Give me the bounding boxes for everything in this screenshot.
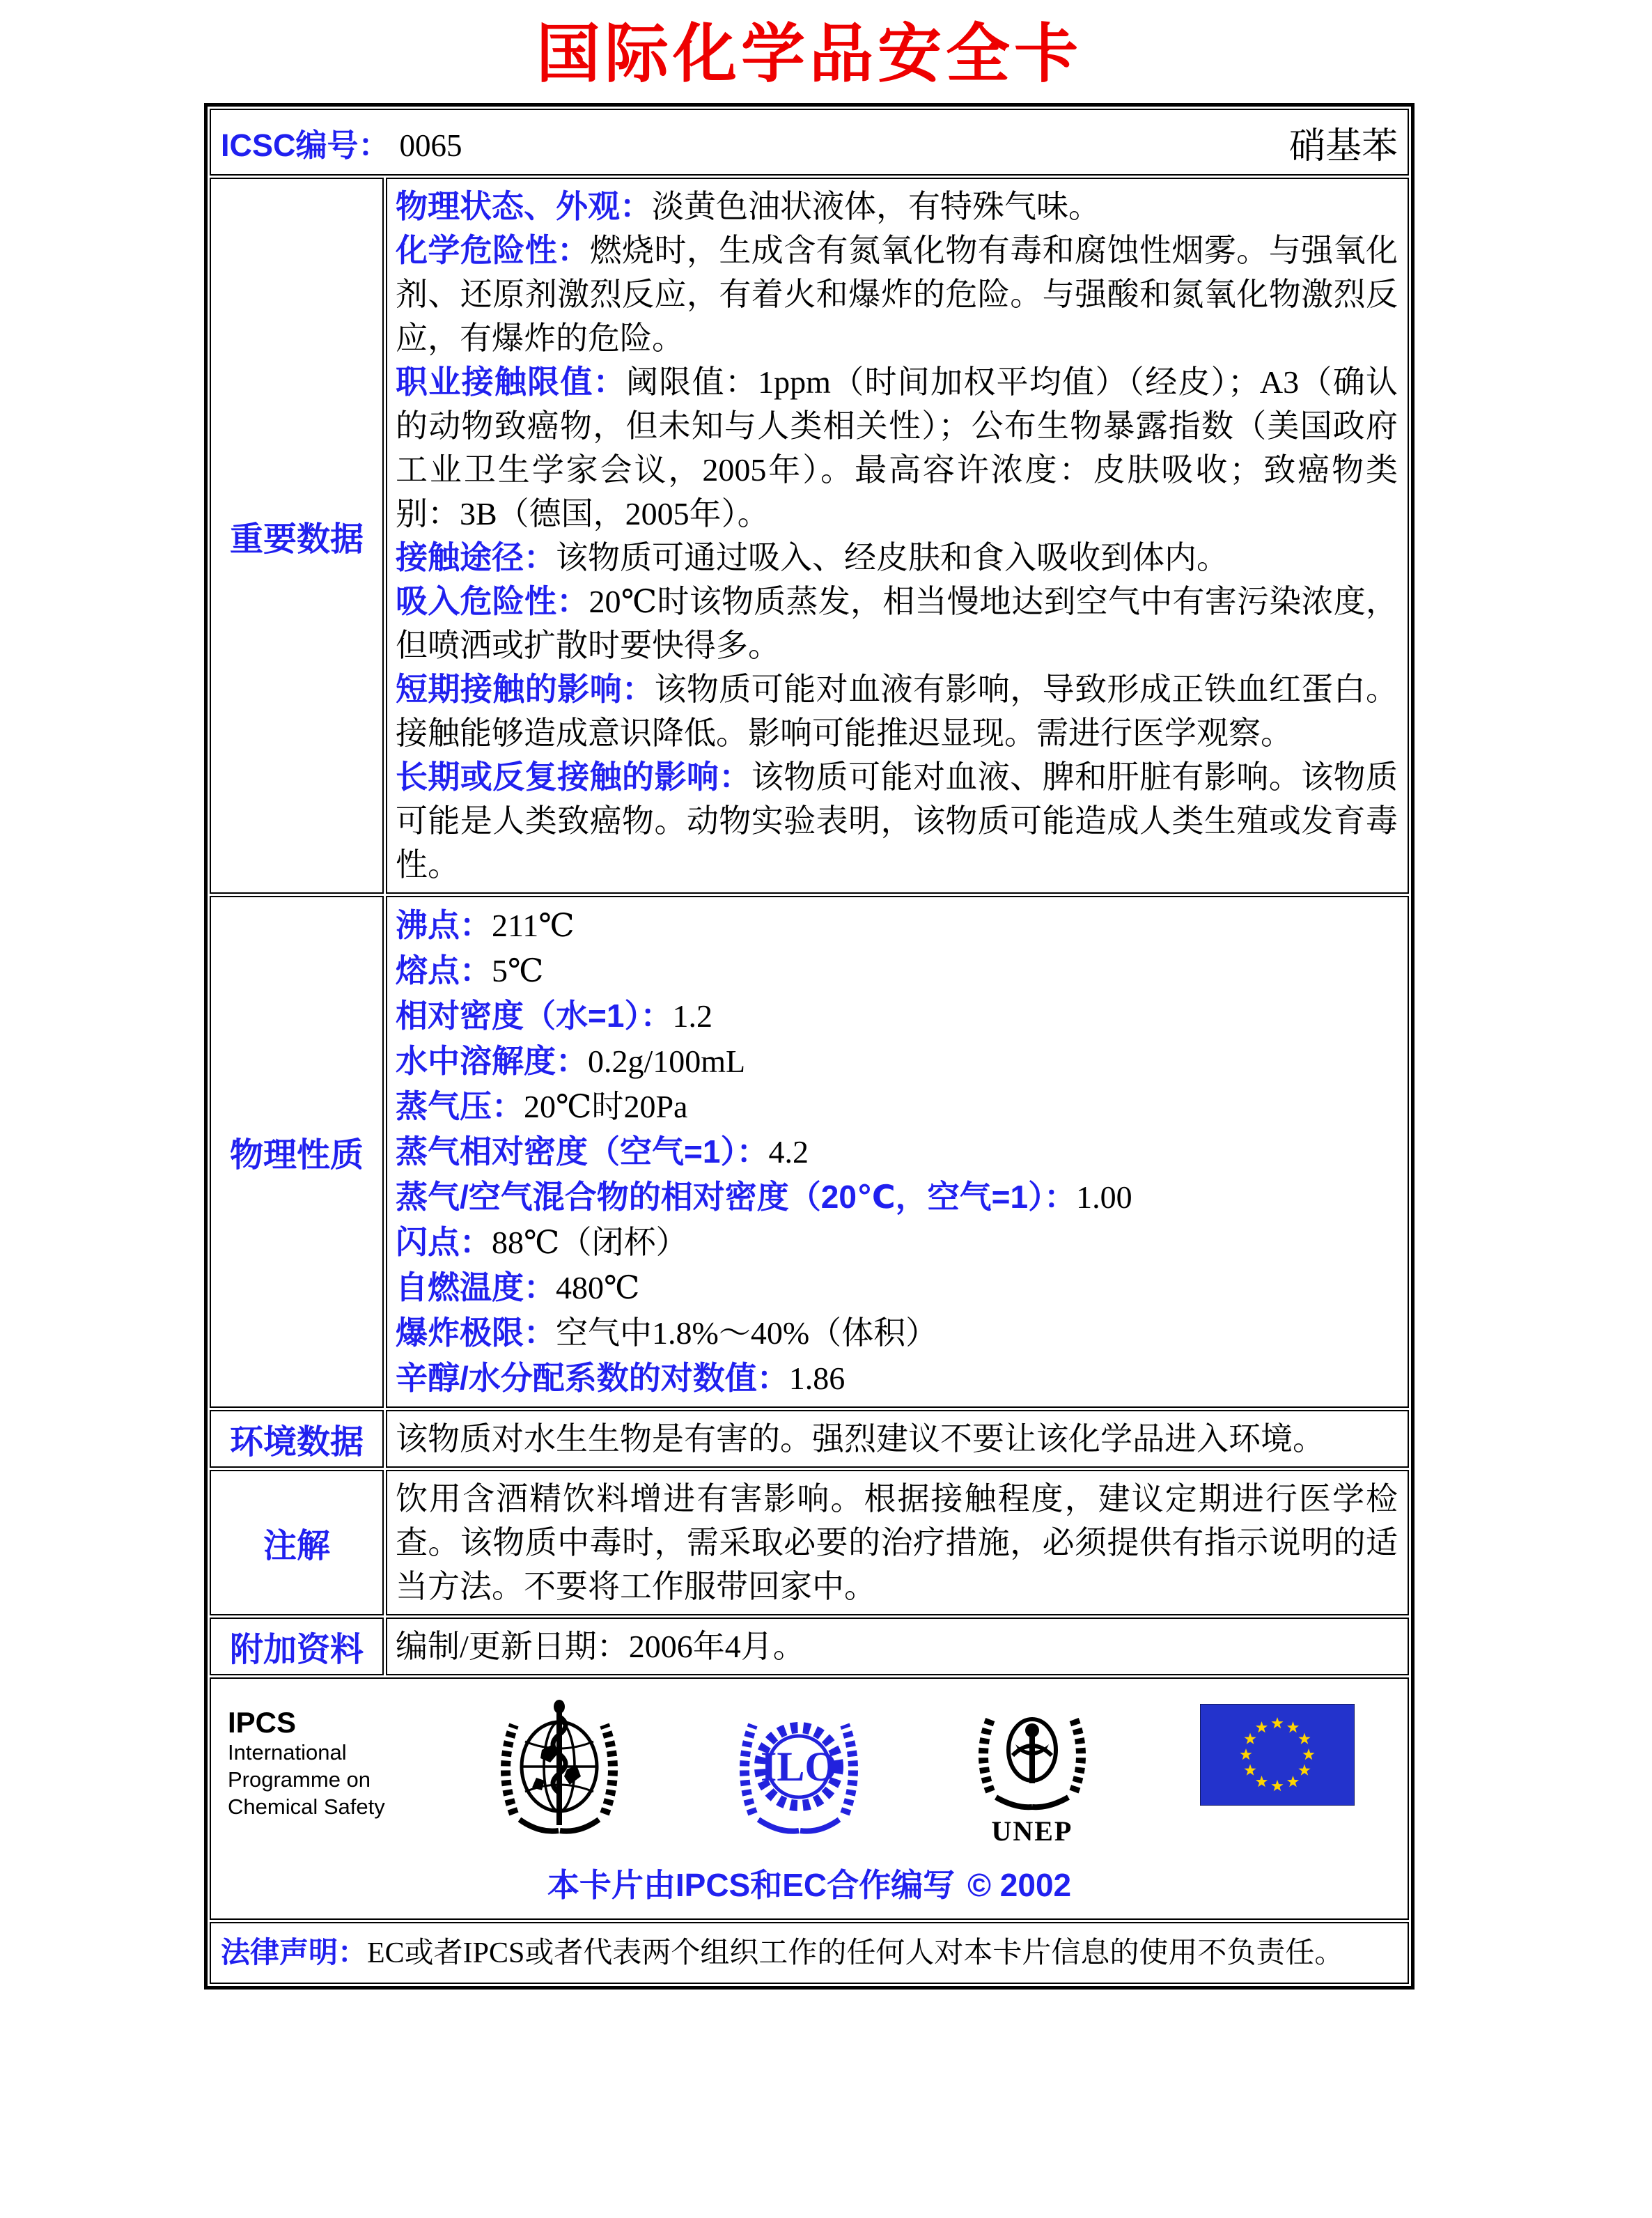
important-data-content — [386, 178, 1409, 894]
legal-cell — [210, 1922, 1409, 1984]
ipcs-subline-2: Programme on — [228, 1767, 371, 1792]
legal-text: EC或者IPCS或者代表两个组织工作的任何人对本卡片信息的使用不负责任。 — [367, 1937, 1344, 1969]
ipcs-subline-1: International — [228, 1740, 347, 1765]
field-octanol-water — [396, 1356, 1398, 1401]
field-value: 阈限值：1ppm（时间加权平均值）（经皮）；A3（确认的动物致癌物，但未知与人类相关性）；公布生物暴露指数（美国政府工业卫生学家会议，2005年）。最高容许浓度：皮肤吸收；致癌物类别：3B（德国，2005年）。 — [396, 364, 1398, 532]
chemical-name: 硝基苯 — [1288, 126, 1398, 166]
notes-text — [396, 1477, 1398, 1608]
physical-properties-content — [386, 896, 1409, 1408]
field-value: 0.2g/100mL — [588, 1044, 746, 1079]
field-key: 吸入危险性： — [396, 583, 589, 619]
environment-data-row — [210, 1410, 1409, 1468]
section-label-environment: 环境数据 — [210, 1410, 384, 1468]
icsc-header-row — [210, 109, 1409, 176]
ilo-logo — [733, 1697, 864, 1842]
field-vapor-pressure — [396, 1084, 1398, 1129]
field-key: 职业接触限值： — [396, 364, 626, 400]
additional-info-row — [210, 1618, 1409, 1675]
field-key: 水中溶解度： — [396, 1043, 588, 1079]
field-value: 该物质可能对血液有影响，导致形成正铁血红蛋白。接触能够造成意识降低。影响可能推迟显现。需进行医学观察。 — [396, 672, 1398, 751]
notes-row — [210, 1470, 1409, 1615]
legal-row — [210, 1922, 1409, 1984]
field-key: 自燃温度： — [396, 1269, 556, 1305]
icsc-card-table — [204, 103, 1415, 1990]
icsc-header-cell — [210, 109, 1409, 176]
field-key: 沸点： — [396, 907, 492, 943]
logos-row — [210, 1677, 1409, 1920]
field-key: 爆炸极限： — [396, 1314, 556, 1351]
credit-text: 本卡片由IPCS和EC合作编写 — [547, 1867, 956, 1903]
field-key: 物理状态、外观： — [396, 188, 652, 224]
field-key: 相对密度（水=1）： — [396, 998, 673, 1034]
environment-content — [386, 1410, 1409, 1468]
field-key: 闪点： — [396, 1224, 492, 1260]
legal-label: 法律声明： — [221, 1936, 368, 1969]
field-key: 蒸气相对密度（空气=1）： — [396, 1133, 769, 1170]
section-label-additional: 附加资料 — [210, 1618, 384, 1675]
field-value: 1.00 — [1076, 1179, 1132, 1215]
field-key: 长期或反复接触的影响： — [396, 759, 751, 795]
field-value: 燃烧时，生成含有氮氧化物有毒和腐蚀性烟雾。与强氧化剂、还原剂激烈反应，有着火和爆炸的危险。与强酸和氮氧化物激烈反应，有爆炸的危险。 — [396, 233, 1398, 356]
field-key: 辛醇/水分配系数的对数值： — [396, 1360, 789, 1396]
section-label-important: 重要数据 — [210, 178, 384, 894]
additional-content — [386, 1618, 1409, 1675]
eu-flag — [1200, 1704, 1355, 1806]
field-melting-point — [396, 948, 1398, 993]
field-key: 化学危险性： — [396, 232, 590, 268]
legal-statement — [221, 1933, 1398, 1973]
ipcs-subline-3: Chemical Safety — [228, 1794, 385, 1819]
field-value: 淡黄色油状液体，有特殊气味。 — [652, 189, 1100, 224]
ilo-letters: ILO — [760, 1744, 837, 1790]
field-key: 蒸气压： — [396, 1088, 524, 1124]
copyright-text: © 2002 — [967, 1867, 1072, 1903]
ipcs-text-block — [228, 1697, 385, 1820]
field-value: 5℃ — [492, 953, 544, 988]
who-logo — [494, 1697, 624, 1842]
unep-logo — [974, 1697, 1091, 1845]
field-vapor-density — [396, 1129, 1398, 1174]
section-label-notes: 注解 — [210, 1470, 384, 1615]
logos-cell — [210, 1677, 1409, 1920]
unep-emblem-icon — [974, 1697, 1091, 1814]
field-water-solubility — [396, 1039, 1398, 1084]
page-title: 国际化学品安全卡 — [536, 16, 1082, 91]
field-value: 20℃时该物质蒸发，相当慢地达到空气中有害污染浓度，但喷洒或扩散时要快得多。 — [396, 584, 1398, 663]
field-value: 211℃ — [492, 908, 575, 943]
field-boiling-point — [396, 903, 1398, 948]
field-value: 480℃ — [556, 1270, 640, 1305]
field-value: 1.86 — [788, 1360, 846, 1396]
field-long-term-effects — [396, 755, 1398, 887]
field-chemical-danger — [396, 228, 1398, 360]
important-data-row — [210, 178, 1409, 894]
physical-properties-row — [210, 896, 1409, 1408]
icsc-number-value: 0065 — [399, 127, 462, 163]
field-inhalation-risk — [396, 580, 1398, 667]
unep-wordmark: UNEP — [991, 1815, 1073, 1847]
field-value: 4.2 — [768, 1134, 809, 1170]
field-value: 20℃时20Pa — [524, 1089, 688, 1124]
field-key: 蒸气/空气混合物的相对密度（20℃，空气=1）： — [396, 1179, 1077, 1215]
field-value: 空气中1.8%～40%（体积） — [556, 1315, 938, 1351]
field-explosion-limits — [396, 1310, 1398, 1356]
field-value: 编制/更新日期：2006年4月。 — [396, 1629, 805, 1664]
additional-text — [396, 1624, 1398, 1668]
ipcs-name: IPCS — [228, 1706, 297, 1739]
field-value: 该物质可能对血液、脾和肝脏有影响。该物质可能是人类致癌物。动物实验表明，该物质可能造成人类生殖或发育毒性。 — [396, 759, 1398, 883]
field-exposure-limits — [396, 360, 1398, 536]
field-value: 88℃（闭杯） — [492, 1225, 688, 1260]
field-relative-density — [396, 993, 1398, 1039]
field-key: 熔点： — [396, 952, 492, 988]
field-value: 1.2 — [672, 998, 712, 1034]
section-label-physical: 物理性质 — [210, 896, 384, 1408]
field-physical-state — [396, 185, 1398, 228]
credit-line — [225, 1860, 1394, 1906]
field-flash-point — [396, 1220, 1398, 1265]
field-key: 短期接触的影响： — [396, 671, 655, 707]
environment-text — [396, 1417, 1398, 1461]
field-value: 饮用含酒精饮料增进有害影响。根据接触程度，建议定期进行医学检查。该物质中毒时，需采取必要的治疗措施，必须提供有指示说明的适当方法。不要将工作服带回家中。 — [396, 1481, 1398, 1604]
field-autoignition-temp — [396, 1265, 1398, 1310]
icsc-number-label: ICSC编号： — [221, 127, 390, 163]
field-exposure-routes — [396, 536, 1398, 580]
icsc-number-group — [221, 120, 462, 165]
field-key: 接触途径： — [396, 539, 556, 575]
field-value: 该物质对水生生物是有害的。强烈建议不要让该化学品进入环境。 — [396, 1421, 1325, 1457]
field-vapor-air-density — [396, 1174, 1398, 1220]
field-value: 该物质可通过吸入、经皮肤和食入吸收到体内。 — [556, 540, 1229, 575]
notes-content — [386, 1470, 1409, 1615]
field-short-term-effects — [396, 667, 1398, 755]
